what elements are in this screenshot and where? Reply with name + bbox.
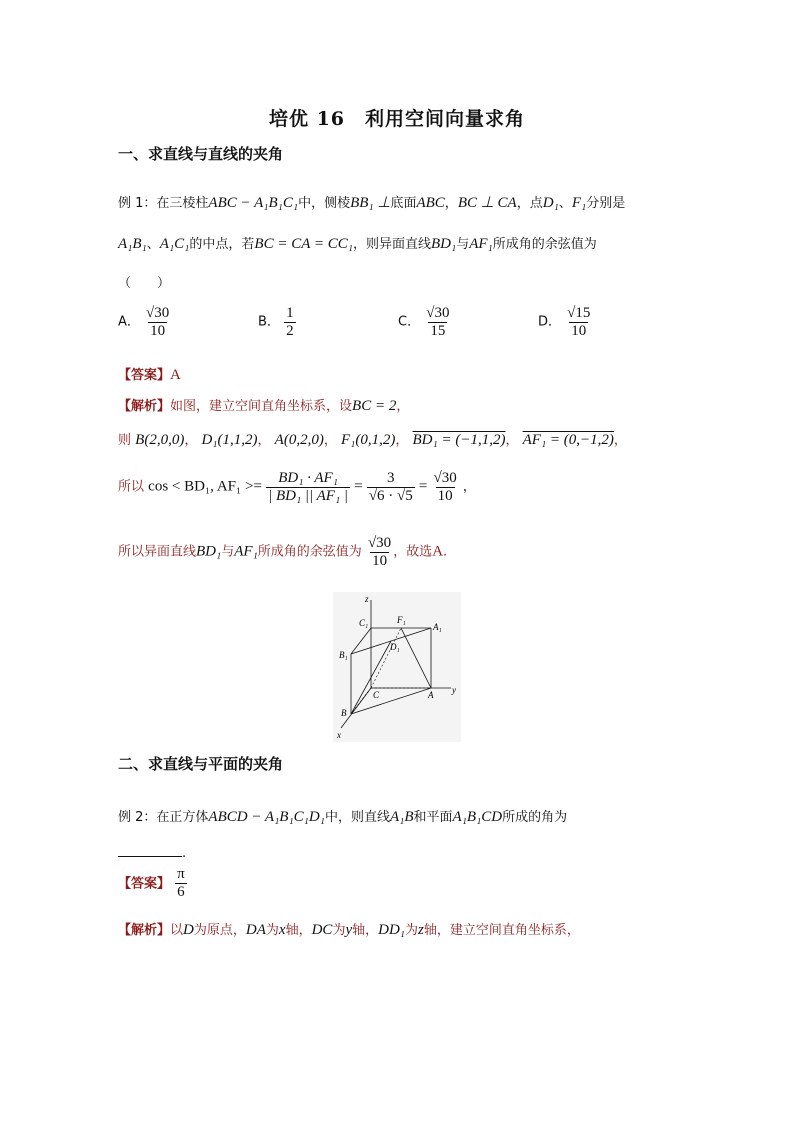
text: 中，侧棱 [298, 196, 351, 211]
answer-line [118, 364, 181, 384]
option-fraction [565, 305, 592, 339]
text: 轴， [285, 923, 312, 938]
text: ， [184, 433, 198, 448]
analysis-coords [118, 429, 627, 449]
label-c1: C₁ [359, 618, 369, 628]
text: . [182, 846, 187, 861]
text: 所成角的余弦值为 [492, 237, 597, 252]
math: BB₁ ⊥ [350, 195, 391, 211]
text: 为 [405, 923, 419, 938]
coord-d1: D₁(1,1,2) [201, 432, 258, 448]
numerator: √15 [567, 305, 591, 321]
page-title: 培优 16 利用空间向量求角 [268, 108, 526, 130]
option-fraction [144, 305, 171, 339]
result-fraction [432, 470, 459, 504]
numerator: √30 [367, 535, 392, 551]
text: 轴， [352, 923, 379, 938]
text: 与 [456, 237, 470, 252]
equals: = [418, 478, 428, 495]
edge-c1-b1 [351, 628, 371, 654]
equals: = [354, 478, 363, 495]
option-a [118, 305, 171, 339]
math: D₁ [542, 195, 559, 211]
option-b [258, 305, 296, 339]
denominator: 10 [150, 322, 166, 339]
text: ， [505, 433, 519, 448]
option-label: C． [398, 314, 421, 330]
text: 分别是 [586, 196, 626, 211]
numerator: √30 [146, 305, 170, 321]
denominator: √6 · √5 [368, 487, 413, 504]
math: A₁B₁ [118, 236, 147, 252]
analysis-cos-line [118, 470, 476, 504]
text: 与 [221, 544, 235, 560]
label-y: y [452, 685, 456, 695]
cos-fraction [266, 470, 350, 504]
vector-af1: AF₁ = (0,−1,2) [522, 432, 614, 448]
denominator: 6 [177, 883, 185, 900]
text: ，故选 [393, 544, 433, 560]
analysis-line-1 [118, 395, 409, 415]
option-label: D． [538, 314, 562, 330]
math: BC = CA = CC₁ [254, 236, 353, 252]
option-fraction [284, 305, 296, 339]
math: BC = 2 [352, 398, 397, 414]
analysis-tag: 【解析】 [118, 399, 171, 414]
math: BD₁ [430, 236, 457, 252]
example-2-label: 例 2：在正方体 [118, 810, 209, 825]
answer-tag: 【答案】 [118, 368, 171, 383]
answer-fraction [175, 866, 187, 900]
text: 、 [558, 196, 572, 211]
math: y [345, 922, 353, 938]
math: BC ⊥ CA [457, 195, 517, 211]
text: ， [257, 433, 271, 448]
example-1-line-1 [118, 192, 625, 212]
text: 所以异面直线 [118, 544, 197, 560]
fill-blank [118, 842, 182, 857]
text: . [443, 544, 448, 560]
example-1-label: 例 1：在三棱柱 [118, 196, 209, 211]
vector-bd1: BD₁ = (−1,1,2) [412, 432, 506, 448]
math: A₁B₁CD [452, 809, 503, 825]
label-a1: A₁ [433, 622, 442, 632]
example-2-blank [118, 842, 186, 861]
text: ， [395, 433, 409, 448]
math: z [418, 922, 424, 938]
denominator: 2 [286, 322, 294, 339]
coord-b: B(2,0,0) [135, 432, 185, 448]
text: 、 [146, 237, 160, 252]
section-heading-2: 二、求直线与平面的夹角 [118, 755, 284, 773]
text: 轴，建立空间直角坐标系， [423, 923, 580, 938]
denominator: | BD₁ || AF₁ | [268, 487, 349, 504]
text: A [432, 543, 444, 560]
answer-tag: 【答案】 [118, 876, 171, 892]
conclusion-fraction [366, 535, 393, 569]
text: 底面 [390, 196, 417, 211]
prism-figure [333, 592, 461, 742]
text: ，点 [516, 196, 543, 211]
option-label: B． [258, 314, 280, 330]
text: 所成角的余弦值为 [257, 544, 362, 560]
section-heading-1: 一、求直线与直线的夹角 [118, 145, 284, 163]
text: 中，则直线 [324, 810, 390, 825]
prism-name: ABC − A₁B₁C₁ [208, 195, 299, 211]
text: 为原点， [193, 923, 246, 938]
option-label: A． [118, 314, 140, 330]
example-1-line-2 [118, 233, 597, 253]
label-b1: B₁ [339, 650, 348, 660]
math: A₁B [389, 809, 414, 825]
text: 所以 [118, 479, 145, 495]
math: AF₁ [469, 236, 493, 252]
label-d1: D₁ [390, 642, 400, 652]
text: ， [323, 433, 337, 448]
text: ， [444, 196, 458, 211]
cos-expression: cos < BD₁, AF₁ >= [148, 478, 262, 495]
text: ， [396, 399, 410, 414]
math: DC [311, 922, 333, 938]
prism-diagram [333, 592, 461, 742]
text: 的中点，若 [189, 237, 255, 252]
label-x: x [337, 730, 341, 740]
text: ， [613, 433, 627, 448]
math: DD₁ [378, 922, 406, 938]
math: BD₁ [196, 543, 222, 560]
text: 则 [118, 433, 132, 448]
label-a: A [428, 690, 434, 700]
denominator: 15 [430, 322, 446, 339]
denominator: 10 [372, 552, 388, 569]
example-2-analysis [118, 919, 580, 939]
text: ， [462, 479, 476, 495]
label-c: C [373, 690, 380, 700]
label-z: z [365, 594, 369, 604]
analysis-tag: 【解析】 [118, 923, 171, 938]
text: 为 [332, 923, 346, 938]
answer-value: A [170, 367, 181, 383]
label-b: B [341, 708, 347, 718]
coord-a: A(0,2,0) [274, 432, 324, 448]
numerator: √30 [426, 305, 450, 321]
math: AF₁ [234, 543, 258, 560]
math: A₁C₁ [159, 236, 190, 252]
option-fraction [424, 305, 451, 339]
text: 为 [265, 923, 279, 938]
answer-blank-paren: （ ） [118, 276, 171, 291]
example-2-answer [118, 866, 187, 900]
math: D [183, 922, 194, 938]
conclusion-line [118, 535, 447, 569]
segment-af1 [401, 628, 431, 688]
text: 以 [170, 923, 184, 938]
numerator: 3 [387, 470, 395, 486]
text: 所成的角为 [502, 810, 568, 825]
denominator: 10 [571, 322, 587, 339]
math: DA [245, 922, 266, 938]
option-d [538, 305, 592, 339]
denominator: 10 [437, 487, 453, 504]
example-2-line-1 [118, 806, 567, 826]
text: 和平面 [413, 810, 453, 825]
text: ，则异面直线 [352, 237, 431, 252]
text: 如图，建立空间直角坐标系，设 [170, 399, 353, 414]
value-fraction [367, 470, 415, 504]
numerator: π [177, 866, 185, 882]
numerator: BD₁ · AF₁ [278, 470, 338, 486]
numerator: 1 [286, 305, 294, 321]
math: ABCD − A₁B₁C₁D₁ [208, 809, 325, 825]
option-c [398, 305, 451, 339]
math: x [278, 922, 286, 938]
math: F₁ [571, 195, 587, 211]
numerator: √30 [433, 470, 457, 486]
label-f1: F₁ [397, 615, 406, 625]
math: ABC [416, 195, 445, 211]
coord-f1: F₁(0,1,2) [340, 432, 396, 448]
segment-cf1 [371, 628, 401, 688]
